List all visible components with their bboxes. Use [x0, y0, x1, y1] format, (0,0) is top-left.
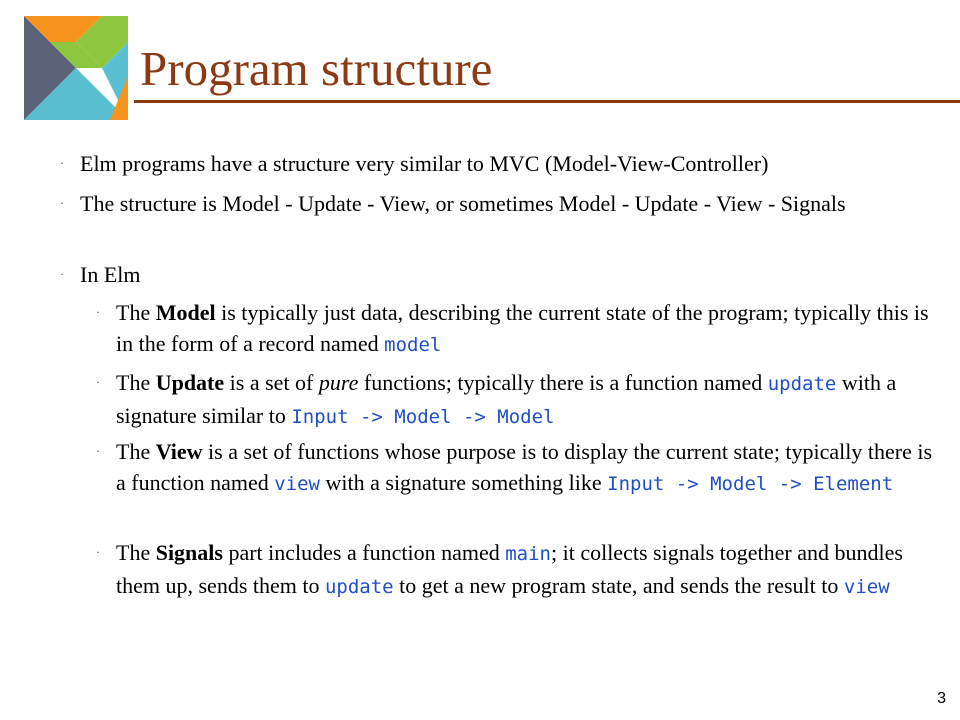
sub-bullet-view — [96, 436, 942, 500]
code-update: update — [324, 576, 394, 598]
text-run: The — [116, 300, 156, 325]
code-model: model — [384, 334, 442, 356]
text-run: with a signature something like — [320, 470, 608, 495]
term-model: Model — [155, 300, 216, 325]
text-run: is a set of functions whose purpose is to display the current state; typically there is a function named — [116, 439, 933, 495]
bullet-structure — [60, 188, 940, 219]
bullet-marker: · — [96, 545, 100, 559]
bullet-marker: · — [96, 305, 100, 319]
code-view-signature: Input -> Model -> Element — [607, 473, 894, 495]
code-view: view — [843, 576, 890, 598]
term-update: Update — [155, 370, 225, 395]
text-run: with a signature similar to — [116, 370, 897, 428]
term-pure: pure — [318, 370, 359, 395]
bullet-in-elm — [60, 259, 940, 290]
text-run: The — [116, 439, 156, 464]
text-run: functions; typically there is a function named — [358, 370, 768, 395]
term-signals: Signals — [155, 540, 223, 565]
bullet-mvc — [60, 148, 940, 179]
bullet-marker: · — [60, 156, 64, 170]
title-underline — [134, 100, 960, 103]
code-main: main — [505, 543, 551, 565]
bullet-marker: · — [96, 444, 100, 458]
text-run: is a set of — [224, 370, 319, 395]
text-run: to get a new program state, and sends the result to — [393, 573, 844, 598]
text-run: The — [116, 370, 156, 395]
bullet-text: Elm programs have a structure very similar to MVC (Model-View-Controller) — [80, 151, 769, 176]
bullet-text: The structure is Model - Update - View, or sometimes Model - Update - View - Signals — [80, 191, 846, 216]
bullet-marker: · — [60, 267, 64, 281]
sub-bullet-update — [96, 367, 942, 433]
bullet-text: In Elm — [80, 262, 141, 287]
sub-bullet-model — [96, 297, 942, 361]
page-number: 3 — [937, 690, 946, 707]
bullet-marker: · — [96, 375, 100, 389]
text-run: is typically just data, describing the current state of the program; typically this is in the form of a record named — [116, 300, 929, 356]
term-view: View — [155, 439, 203, 464]
logo-icon — [24, 16, 128, 120]
code-update-signature: Input -> Model -> Model — [291, 406, 555, 428]
code-update: update — [767, 373, 837, 395]
text-run: The — [116, 540, 156, 565]
text-run: part includes a function named — [222, 540, 506, 565]
text-run: ; it collects signals together and bundles them up, sends them to — [116, 540, 903, 598]
sub-bullet-signals — [96, 537, 942, 603]
bullet-marker: · — [60, 196, 64, 210]
page-title: Program structure — [140, 41, 493, 96]
code-view: view — [274, 473, 320, 495]
